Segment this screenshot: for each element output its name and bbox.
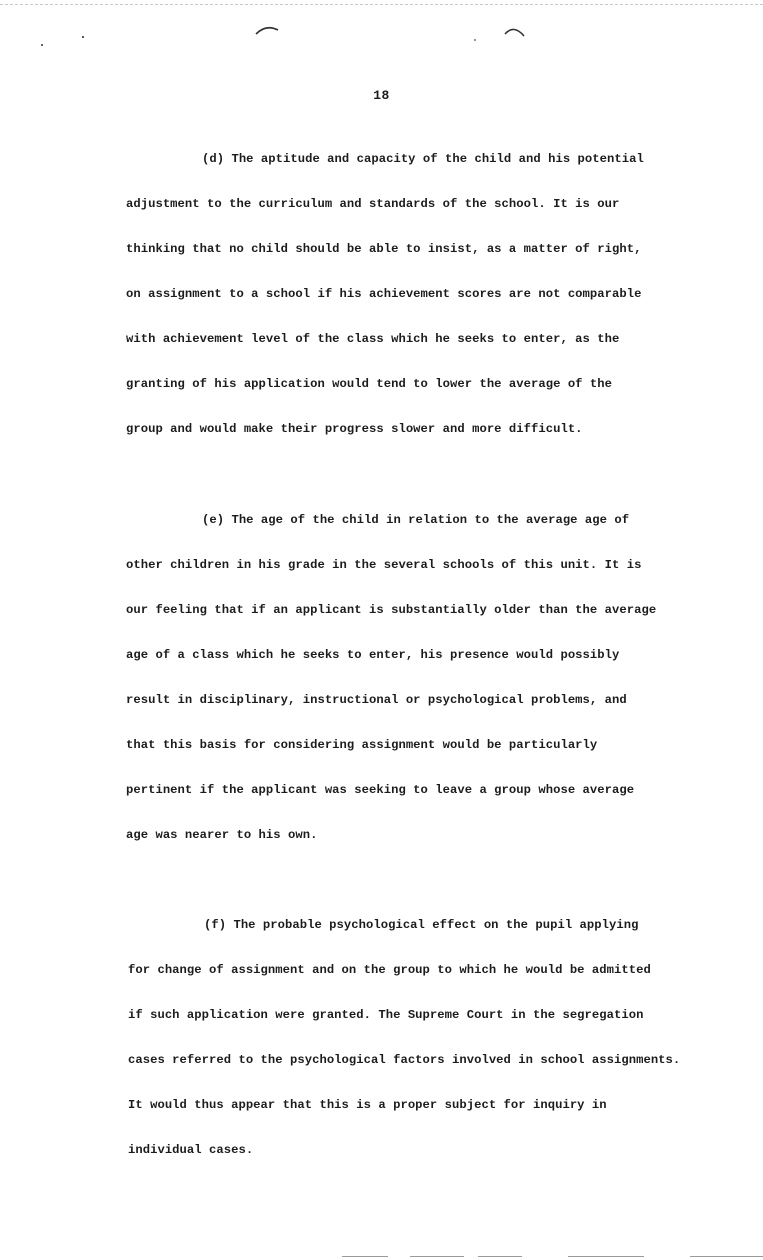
paragraph-line: adjustment to the curriculum and standards of the school. It is our — [126, 197, 620, 211]
bottom-rule — [690, 1256, 763, 1257]
paragraph-line: age was nearer to his own. — [126, 828, 318, 842]
bottom-rule — [568, 1256, 644, 1257]
paragraph-line: on assignment to a school if his achievement scores are not comparable — [126, 287, 642, 301]
bottom-rule — [342, 1256, 388, 1257]
paragraph-line: It would thus appear that this is a proper subject for inquiry in — [128, 1098, 607, 1112]
paragraph-line: if such application were granted. The Supreme Court in the segregation — [128, 1008, 644, 1022]
scan-mark-right — [502, 22, 532, 42]
paragraph-line: granting of his application would tend to lower the average of the — [126, 377, 613, 391]
bottom-rule — [478, 1256, 522, 1257]
paragraph-line: with achievement level of the class which he seeks to enter, as the — [126, 332, 620, 346]
paragraph-line: cases referred to the psychological factors involved in school assignments. — [128, 1053, 681, 1067]
paragraph-line: group and would make their progress slower and more difficult. — [126, 422, 583, 436]
paragraph-line: that this basis for considering assignment would be particularly — [126, 738, 598, 752]
page-top-edge — [0, 4, 763, 5]
paragraph-line: (d) The aptitude and capacity of the child and his potential — [202, 152, 644, 166]
paragraph-line: (e) The age of the child in relation to the average age of — [202, 513, 630, 527]
paragraph-line: other children in his grade in the several schools of this unit. It is — [126, 558, 642, 572]
paragraph-line: age of a class which he seeks to enter, his presence would possibly — [126, 648, 620, 662]
paragraph-line: for change of assignment and on the group to which he would be admitted — [128, 963, 651, 977]
scan-speck — [82, 36, 84, 38]
scan-mark-left — [252, 20, 282, 40]
page-number: 18 — [373, 88, 390, 103]
paragraph-line: pertinent if the applicant was seeking to leave a group whose average — [126, 783, 635, 797]
paragraph-line: thinking that no child should be able to insist, as a matter of right, — [126, 242, 642, 256]
paragraph-line: (f) The probable psychological effect on the pupil applying — [204, 918, 639, 932]
scan-speck — [41, 44, 43, 46]
paragraph-line: individual cases. — [128, 1143, 254, 1157]
paragraph-line: result in disciplinary, instructional or psychological problems, and — [126, 693, 627, 707]
bottom-rule — [410, 1256, 464, 1257]
paragraph-line: our feeling that if an applicant is substantially older than the average — [126, 603, 657, 617]
scan-speck — [474, 39, 476, 41]
